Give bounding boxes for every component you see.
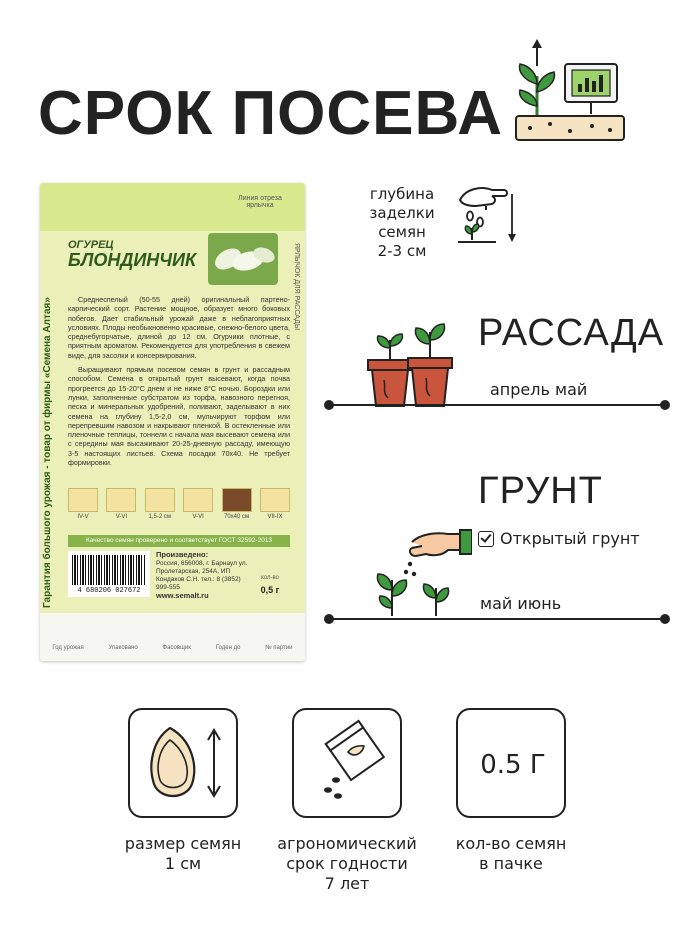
packet-variety-type: ОГУРЕЦ — [68, 239, 114, 251]
packet-step: V-VI — [183, 488, 213, 530]
packet-qty-label: кол-во — [261, 575, 279, 581]
footer-field: Годен до — [215, 645, 241, 651]
packet-quality-band: Качество семян проверено и соответствует ГОСТ 32592-2013 — [68, 535, 290, 547]
card-label-line: 1 см — [164, 854, 202, 873]
seed-quantity-card — [456, 708, 566, 818]
seed-quantity-label — [426, 834, 596, 874]
packet-description-2: Выращивают прямым посевом семян в грунт и рассадным способом. Семена в открытый грунт высевают, когда почва прогреется до 15-20°С днем и не ниже 8°С ночью. Бороздки или лунки, заполненные субстратом из торфа, навозного перегноя, песка и минеральных удобрений, поливают, заделывают в них семена на глубину 1,5-2,0 см, мульчируют торфом или перепревшим навозом и накрывают пленкой. В остекленные или пленочные теплицы, тоннели с начала мая высевают семена или с середины мая высаживают 20-25-дневную рассаду, имеющую 3-5 настоящих листьев. Схема посадки 70х40. Не требует формировки. — [68, 365, 290, 468]
barcode — [68, 551, 150, 597]
timeline-dot — [660, 400, 670, 410]
ground-title: ГРУНТ — [478, 470, 603, 512]
depth-line: семян — [378, 223, 426, 241]
ground-divider — [328, 618, 663, 620]
packet-step: VII-IX — [260, 488, 290, 530]
card-label-line: агрономический — [277, 834, 417, 853]
card-label-line: 7 лет — [324, 874, 370, 893]
seed-quantity-value: 0.5 Г — [480, 750, 546, 780]
seed-size-label — [98, 834, 268, 874]
packet-step: 1,5-2 см — [145, 488, 175, 530]
card-label-line: в пачке — [479, 854, 543, 873]
checkbox-icon — [478, 531, 494, 547]
seedling-divider — [328, 404, 663, 406]
timeline-dot — [324, 614, 334, 624]
producer-text: Россия, 656008, г. Барнаул ул. Пролетарская, 254А, ИП Кондаков С.Н. тел.: 8 (3852) 999-555 — [156, 560, 248, 591]
footer-field: № партии — [265, 645, 293, 651]
footer-field: Год урожая — [52, 645, 84, 651]
barcode-number: 4 680206 027672 — [77, 587, 141, 595]
open-ground-label: Открытый грунт — [500, 529, 640, 548]
seed-size-icon — [130, 710, 236, 816]
shelf-life-card — [292, 708, 402, 818]
seedling-months: апрель май — [490, 380, 588, 399]
hand-watering-plants-icon — [372, 520, 472, 625]
packet-vertical-slogan: Гарантия большого урожая - товар от фирмы «Семена Алтая» — [42, 297, 53, 609]
barcode-bars — [72, 555, 146, 585]
seed-size-card — [128, 708, 238, 818]
packet-steps — [68, 488, 290, 530]
seed-packet-image — [40, 183, 305, 661]
packet-white-area — [40, 613, 305, 661]
card-label-line: кол-во семян — [455, 834, 567, 853]
card-label-line: размер семян — [124, 834, 242, 853]
depth-line: заделки — [369, 204, 435, 222]
card-label-line: срок годности — [286, 854, 408, 873]
timeline-dot — [660, 614, 670, 624]
open-ground-option — [478, 529, 640, 548]
packet-variety-name: БЛОНДИНЧИК — [68, 250, 197, 270]
depth-line: глубина — [369, 185, 435, 203]
producer-website: www.semalt.ru — [156, 591, 209, 600]
sowing-depth-text — [358, 185, 446, 261]
footer-field: Упаковано — [108, 645, 138, 651]
packet-step: V-VI — [106, 488, 136, 530]
packet-step: 70х40 см — [222, 488, 252, 530]
shelf-life-label — [262, 834, 432, 894]
cucumber-photo — [208, 233, 278, 285]
packet-footer — [40, 645, 305, 651]
seedling-title: РАССАДА — [478, 312, 665, 354]
hand-sowing-seeds-icon — [452, 180, 522, 255]
packet-description-1: Среднеспелый (50-55 дней) оригинальный партено-карпический сорт. Растение мощное, образует много боковых побегов. Дает стабильный урожай даже в неблагоприятных условиях. Плоды необыкновенно красивые, снежно-белого цвета, среднебугорчатые, длиной до 12 см. Огурчики плотные, с приятным ароматом. Рекомендуется для употребления в свежем виде, для засолки и консервирования. — [68, 295, 290, 360]
packet-step: IV-V — [68, 488, 98, 530]
packet-cut-line: Линия отреза ярлычка — [238, 195, 282, 209]
packet-quantity — [252, 575, 288, 595]
seed-packet-icon — [294, 710, 400, 816]
seedling-growth-chart-icon — [510, 36, 630, 146]
packet-producer — [156, 551, 252, 601]
packet-qty-value: 0,5 г — [260, 585, 280, 595]
ground-months: май июнь — [480, 594, 562, 613]
packet-description — [68, 295, 290, 472]
depth-value: 2-3 см — [377, 242, 427, 260]
footer-field: Фасовщик — [162, 645, 191, 651]
packet-side-label: ЯРЛЫЧОК ДЛЯ РАССАДЫ — [293, 243, 300, 331]
timeline-dot — [324, 400, 334, 410]
seedling-pots-icon — [360, 318, 460, 410]
page-title: СРОК ПОСЕВА — [38, 79, 503, 148]
cucumbers-icon — [208, 233, 278, 285]
producer-title: Произведено: — [156, 550, 209, 559]
